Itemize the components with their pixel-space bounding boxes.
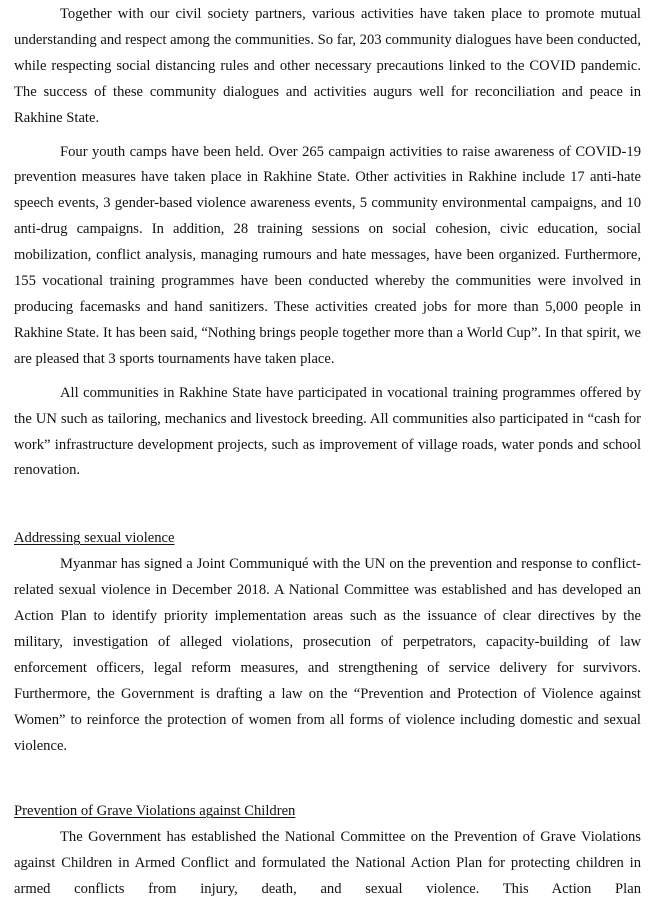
document-page [14,2,641,903]
paragraph-sexual-violence: Myanmar has signed a Joint Communiqué with the UN on the prevention and response to conflict-related sexual violence in December 2018. A National Committee was established and has developed an Action Plan to identify priority implementation areas such as the issuance of clear directives by the military, investigation of alleged violations, prosecution of perpetrators, capacity-building of law enforcement officers, legal reform measures, and strengthening of service delivery for survivors. Furthermore, the Government is drafting a law on the “Prevention and Protection of Violence against Women” to reinforce the protection of women from all forms of violence including domestic and sexual violence. [14,556,641,754]
section-heading-sexual-violence: Addressing sexual violence [14,530,175,547]
paragraph-community-dialogues: Together with our civil society partners, various activities have taken place to promote mutual understanding and respect among the communities. So far, 203 community dialogues have been conducted, while respecting social distancing rules and other necessary precautions linked to the COVID pandemic. The success of these community dialogues and activities augurs well for reconciliation and peace in Rakhine State. [14,6,641,126]
section-heading-children: Prevention of Grave Violations against Children [14,803,296,820]
spacer [14,373,641,381]
section-spacer [14,759,641,799]
paragraph-children: The Government has established the National Committee on the Prevention of Grave Violations against Children in Armed Conflict and formulated the National Action Plan for protecting children in armed conflicts from injury, death, and sexual violence. This Action Plan [14,829,641,898]
spacer [14,132,641,140]
paragraph-youth-camps: Four youth camps have been held. Over 265 campaign activities to raise awareness of COVID-19 prevention measures have taken place in Rakhine State. Other activities in Rakhine include 17 anti-hate speech events, 3 gender-based violence awareness events, 5 community environmental campaigns, and 10 anti-drug campaigns. In addition, 28 training sessions on social cohesion, civic education, social mobilization, conflict analysis, managing rumours and hate messages, have been organized. Furthermore, 155 vocational training programmes have been conducted whereby the communities were involved in producing facemasks and hand sanitizers. These activities created jobs for more than 5,000 people in Rakhine State. It has been said, “Nothing brings people together more than a World Cup”. In that spirit, we are pleased that 3 sports tournaments have taken place. [14,143,641,367]
section-spacer [14,484,641,526]
paragraph-vocational-training: All communities in Rakhine State have participated in vocational training programmes offered by the UN such as tailoring, mechanics and livestock breeding. All communities also participated in “cash for work” infrastructure development projects, such as improvement of village roads, water ponds and school renovation. [14,384,641,479]
